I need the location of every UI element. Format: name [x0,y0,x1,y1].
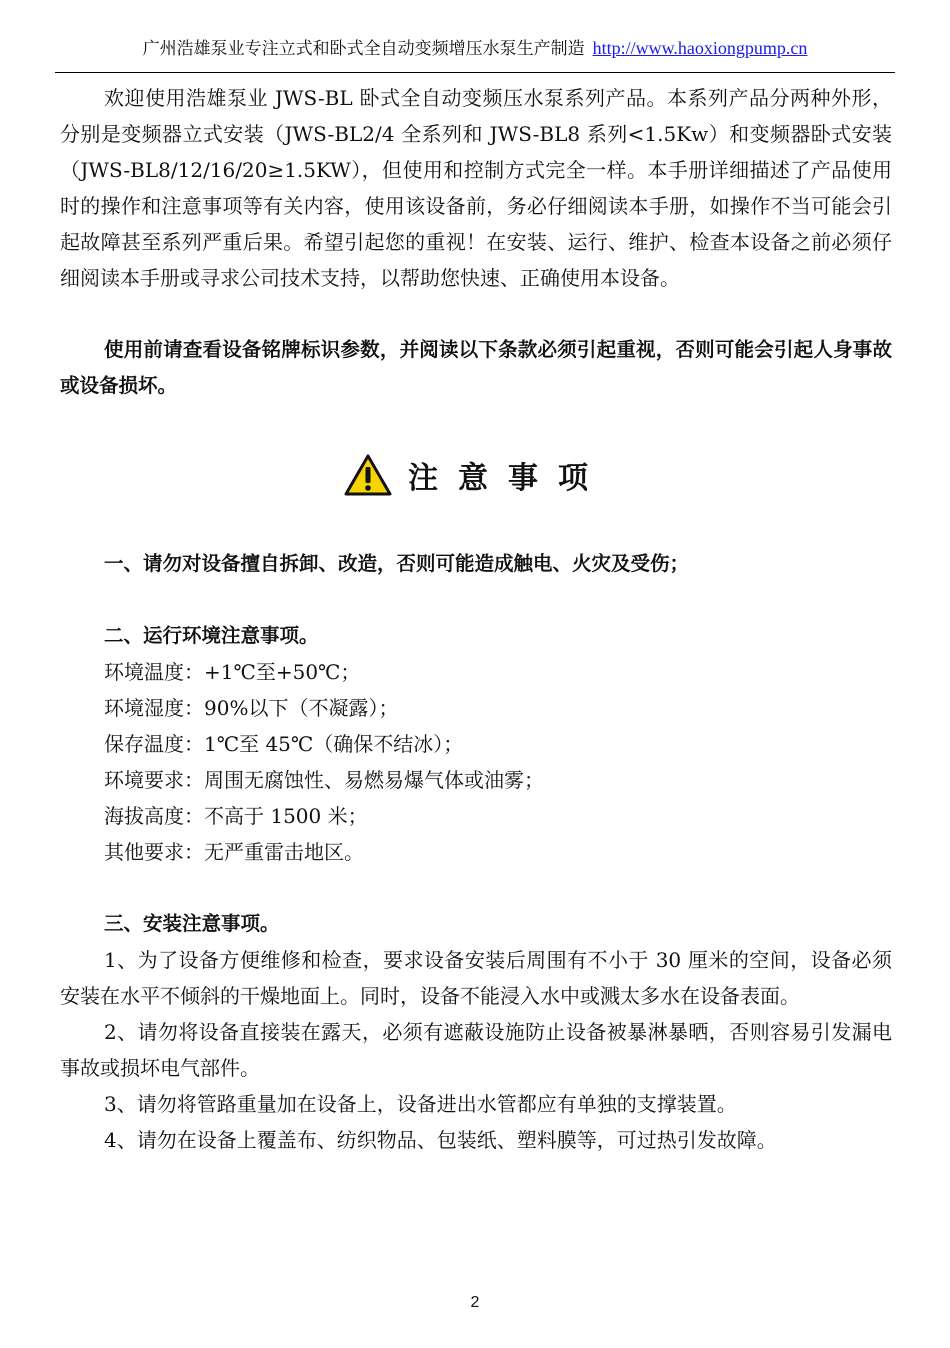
header-company-text: 广州浩雄泵业专注立式和卧式全自动变频增压水泵生产制造 [142,39,585,59]
env-item: 保存温度：1℃至 45℃（确保不结冰）； [104,732,464,756]
env-item: 海拔高度：不高于 1500 米； [104,804,368,828]
page-header [55,34,895,59]
install-item: 1、为了设备方便维修和检查，要求设备安装后周围有不小于 30 厘米的空间，设备必须安装在水平不倾斜的干燥地面上。同时，设备不能浸入水中或溅太多水在设备表面。 [60,948,892,1008]
env-item: 环境湿度：90%以下（不凝露）； [104,696,399,720]
header-website-link[interactable]: http://www.haoxiongpump.cn [592,38,808,58]
install-item: 3、请勿将管路重量加在设备上，设备进出水管都应有单独的支撑装置。 [104,1092,737,1116]
env-item: 环境温度：+1℃至+50℃； [104,660,361,684]
env-item: 环境要求：周围无腐蚀性、易燃易爆气体或油雾； [104,768,544,792]
header-divider [55,72,895,73]
install-item: 2、请勿将设备直接装在露天，必须有遮蔽设施防止设备被暴淋暴晒，否则容易引发漏电事故或损坏电气部件。 [60,1020,892,1080]
env-item: 其他要求：无严重雷击地区。 [104,840,364,864]
section3-title: 三、安装注意事项。 [104,912,280,935]
notice-paragraph: 使用前请查看设备铭牌标识参数，并阅读以下条款必须引起重视，否则可能会引起人身事故或设备损坏。 [60,338,892,397]
install-item: 4、请勿在设备上覆盖布、纺织物品、包装纸、塑料膜等，可过热引发故障。 [104,1128,777,1152]
section2-title: 二、运行环境注意事项。 [104,624,319,647]
section1-title: 一、请勿对设备擅自拆卸、改造，否则可能造成触电、火灾及受伤； [104,552,690,575]
intro-paragraph: 欢迎使用浩雄泵业 JWS-BL 卧式全自动变频压水泵系列产品。本系列产品分两种外形，分别是变频器立式安装（JWS-BL2/4 全系列和 JWS-BL8 系列<1.5Kw）和变频器卧式安装（JWS-BL8/12/16/20≥1.5KW），但使用和控制方式完全一样。本手册详细描述了产品使用时的操作和注意事项等有关内容，使用该设备前，务必仔细阅读本手册，如操作不当可能会引起故障甚至系列严重后果。希望引起您的重视！在安装、运行、维护、检查本设备之前必须仔细阅读本手册或寻求公司技术支持，以帮助您快速、正确使用本设备。 [60,86,892,290]
page-number: 2 [470,1294,480,1311]
warning-heading [60,440,892,510]
warning-title: 注意事项 [408,461,608,496]
warning-triangle-icon [344,454,392,496]
page-content [60,80,892,1158]
